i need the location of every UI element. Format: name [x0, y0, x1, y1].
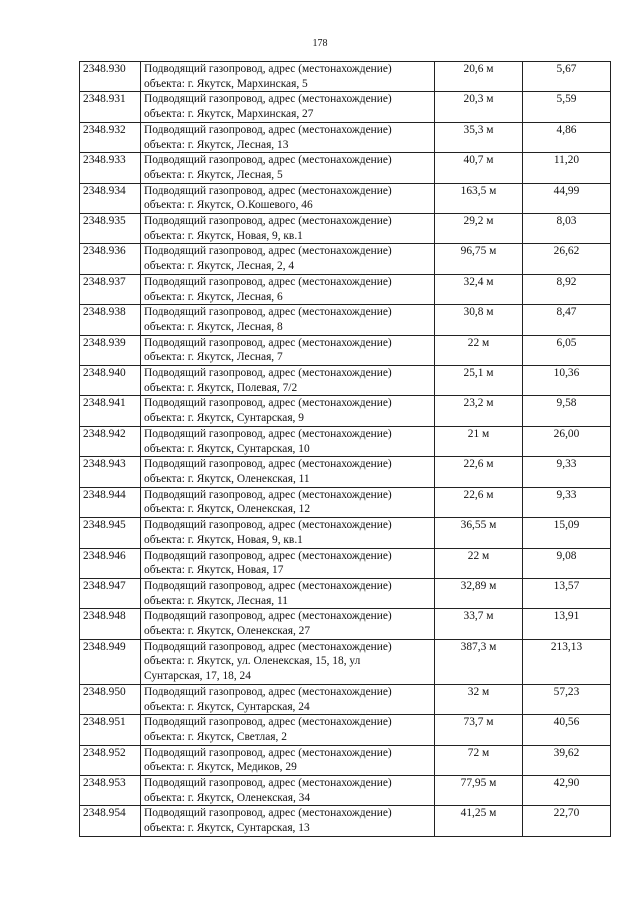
length-cell: 20,6 м [435, 62, 523, 92]
description-line: Подводящий газопровод, адрес (местонахождение) [144, 427, 392, 440]
length-cell: 22,6 м [435, 487, 523, 517]
length-cell: 35,3 м [435, 122, 523, 152]
value-cell: 9,58 [523, 396, 611, 426]
row-number-cell: 2348.942 [80, 426, 141, 456]
value-cell: 44,99 [523, 183, 611, 213]
row-number-cell: 2348.935 [80, 214, 141, 244]
length-cell: 163,5 м [435, 183, 523, 213]
table-row [80, 745, 611, 775]
value-cell: 8,92 [523, 274, 611, 304]
description-cell [141, 745, 435, 775]
description-line: Подводящий газопровод, адрес (местонахождение) [144, 610, 392, 623]
value-cell: 11,20 [523, 153, 611, 183]
table-row [80, 244, 611, 274]
description-line: объекта: г. Якутск, Лесная, 8 [144, 320, 283, 333]
description-line: Подводящий газопровод, адрес (местонахождение) [144, 154, 392, 167]
description-line: Подводящий газопровод, адрес (местонахождение) [144, 63, 392, 75]
description-line: объекта: г. Якутск, Оленекская, 27 [144, 625, 311, 638]
description-line: Подводящий газопровод, адрес (местонахождение) [144, 215, 392, 228]
row-number-cell: 2348.938 [80, 305, 141, 335]
row-number-cell: 2348.946 [80, 548, 141, 578]
length-cell: 73,7 м [435, 715, 523, 745]
description-line: объекта: г. Якутск, Оленекская, 11 [144, 472, 310, 485]
table-row [80, 684, 611, 714]
length-cell: 41,25 м [435, 806, 523, 836]
value-cell: 15,09 [523, 518, 611, 548]
registry-table [79, 61, 611, 837]
row-number-cell: 2348.933 [80, 153, 141, 183]
row-number-cell: 2348.936 [80, 244, 141, 274]
description-cell [141, 609, 435, 639]
description-cell [141, 457, 435, 487]
description-line: объекта: г. Якутск, ул. Оленекская, 15, 18, ул [144, 655, 361, 668]
row-number-cell: 2348.953 [80, 776, 141, 806]
description-line: объекта: г. Якутск, Лесная, 6 [144, 290, 283, 303]
length-cell: 96,75 м [435, 244, 523, 274]
length-cell: 21 м [435, 426, 523, 456]
table-row [80, 426, 611, 456]
description-cell [141, 335, 435, 365]
length-cell: 387,3 м [435, 639, 523, 684]
value-cell: 5,59 [523, 92, 611, 122]
table-row [80, 457, 611, 487]
description-line: объекта: г. Якутск, Лесная, 11 [144, 594, 288, 607]
description-cell [141, 487, 435, 517]
value-cell: 8,03 [523, 214, 611, 244]
value-cell: 8,47 [523, 305, 611, 335]
value-cell: 13,57 [523, 578, 611, 608]
length-cell: 36,55 м [435, 518, 523, 548]
description-line: объекта: г. Якутск, Мархинская, 27 [144, 108, 314, 121]
description-line: объекта: г. Якутск, Новая, 9, кв.1 [144, 229, 303, 242]
description-line: объекта: г. Якутск, Сунтарская, 13 [144, 822, 310, 835]
table-row [80, 274, 611, 304]
description-cell [141, 122, 435, 152]
row-number-cell: 2348.950 [80, 684, 141, 714]
description-line: Сунтарская, 17, 18, 24 [144, 670, 251, 683]
row-number-cell: 2348.954 [80, 806, 141, 836]
value-cell: 6,05 [523, 335, 611, 365]
description-cell [141, 396, 435, 426]
length-cell: 30,8 м [435, 305, 523, 335]
description-cell [141, 518, 435, 548]
description-line: объекта: г. Якутск, Лесная, 5 [144, 168, 283, 181]
description-cell [141, 214, 435, 244]
value-cell: 57,23 [523, 684, 611, 714]
description-line: объекта: г. Якутск, Сунтарская, 9 [144, 412, 304, 425]
value-cell: 39,62 [523, 745, 611, 775]
row-number-cell: 2348.931 [80, 92, 141, 122]
value-cell: 13,91 [523, 609, 611, 639]
table-row [80, 806, 611, 836]
description-line: Подводящий газопровод, адрес (местонахождение) [144, 367, 392, 380]
row-number-cell: 2348.949 [80, 639, 141, 684]
table-row [80, 153, 611, 183]
table-row [80, 396, 611, 426]
description-line: объекта: г. Якутск, Сунтарская, 24 [144, 700, 310, 713]
length-cell: 20,3 м [435, 92, 523, 122]
length-cell: 33,7 м [435, 609, 523, 639]
description-line: Подводящий газопровод, адрес (местонахождение) [144, 746, 392, 759]
description-cell [141, 684, 435, 714]
description-line: объекта: г. Якутск, Светлая, 2 [144, 730, 287, 743]
value-cell: 213,13 [523, 639, 611, 684]
value-cell: 4,86 [523, 122, 611, 152]
table-row [80, 609, 611, 639]
table-row [80, 62, 611, 92]
description-line: Подводящий газопровод, адрес (местонахождение) [144, 306, 392, 319]
description-line: Подводящий газопровод, адрес (местонахождение) [144, 275, 392, 288]
table-row [80, 715, 611, 745]
length-cell: 40,7 м [435, 153, 523, 183]
description-line: объекта: г. Якутск, О.Кошевого, 46 [144, 199, 313, 212]
table-row [80, 548, 611, 578]
description-line: объекта: г. Якутск, Полевая, 7/2 [144, 381, 298, 394]
length-cell: 22 м [435, 335, 523, 365]
table-row [80, 366, 611, 396]
table-row [80, 122, 611, 152]
description-line: объекта: г. Якутск, Мархинская, 5 [144, 77, 308, 90]
row-number-cell: 2348.930 [80, 62, 141, 92]
row-number-cell: 2348.951 [80, 715, 141, 745]
description-line: Подводящий газопровод, адрес (местонахождение) [144, 336, 392, 349]
row-number-cell: 2348.941 [80, 396, 141, 426]
row-number-cell: 2348.945 [80, 518, 141, 548]
description-line: объекта: г. Якутск, Оленекская, 12 [144, 503, 311, 516]
description-line: объекта: г. Якутск, Медиков, 29 [144, 761, 297, 774]
description-line: Подводящий газопровод, адрес (местонахождение) [144, 245, 392, 258]
description-cell [141, 305, 435, 335]
description-line: объекта: г. Якутск, Новая, 17 [144, 564, 284, 577]
length-cell: 77,95 м [435, 776, 523, 806]
description-line: Подводящий газопровод, адрес (местонахождение) [144, 488, 392, 501]
description-line: объекта: г. Якутск, Оленекская, 34 [144, 791, 311, 804]
description-cell [141, 639, 435, 684]
value-cell: 22,70 [523, 806, 611, 836]
row-number-cell: 2348.944 [80, 487, 141, 517]
row-number-cell: 2348.937 [80, 274, 141, 304]
description-cell [141, 426, 435, 456]
row-number-cell: 2348.948 [80, 609, 141, 639]
row-number-cell: 2348.932 [80, 122, 141, 152]
description-cell [141, 366, 435, 396]
length-cell: 22,6 м [435, 457, 523, 487]
description-line: Подводящий газопровод, адрес (местонахождение) [144, 519, 392, 532]
description-line: Подводящий газопровод, адрес (местонахождение) [144, 93, 392, 106]
description-line: Подводящий газопровод, адрес (местонахождение) [144, 184, 392, 197]
description-line: Подводящий газопровод, адрес (местонахождение) [144, 640, 392, 653]
description-line: Подводящий газопровод, адрес (местонахождение) [144, 549, 392, 562]
table-row [80, 183, 611, 213]
page-number: 178 [312, 38, 328, 49]
registry-table-body [80, 62, 611, 837]
description-line: объекта: г. Якутск, Лесная, 7 [144, 351, 283, 364]
description-cell [141, 548, 435, 578]
description-cell [141, 274, 435, 304]
length-cell: 32 м [435, 684, 523, 714]
description-cell [141, 578, 435, 608]
value-cell: 9,08 [523, 548, 611, 578]
description-line: объекта: г. Якутск, Сунтарская, 10 [144, 442, 310, 455]
row-number-cell: 2348.952 [80, 745, 141, 775]
description-line: Подводящий газопровод, адрес (местонахождение) [144, 123, 392, 136]
length-cell: 29,2 м [435, 214, 523, 244]
value-cell: 26,62 [523, 244, 611, 274]
length-cell: 32,89 м [435, 578, 523, 608]
description-cell [141, 62, 435, 92]
description-cell [141, 153, 435, 183]
table-row [80, 518, 611, 548]
row-number-cell: 2348.934 [80, 183, 141, 213]
table-row [80, 578, 611, 608]
description-cell [141, 92, 435, 122]
table-row [80, 305, 611, 335]
table-row [80, 776, 611, 806]
description-line: Подводящий газопровод, адрес (местонахождение) [144, 807, 392, 820]
value-cell: 5,67 [523, 62, 611, 92]
description-cell [141, 776, 435, 806]
value-cell: 10,36 [523, 366, 611, 396]
length-cell: 23,2 м [435, 396, 523, 426]
description-line: Подводящий газопровод, адрес (местонахождение) [144, 777, 392, 790]
table-row [80, 214, 611, 244]
table-row [80, 335, 611, 365]
table-row [80, 639, 611, 684]
description-cell [141, 806, 435, 836]
value-cell: 26,00 [523, 426, 611, 456]
length-cell: 32,4 м [435, 274, 523, 304]
description-line: Подводящий газопровод, адрес (местонахождение) [144, 685, 392, 698]
description-line: объекта: г. Якутск, Новая, 9, кв.1 [144, 533, 303, 546]
row-number-cell: 2348.940 [80, 366, 141, 396]
value-cell: 42,90 [523, 776, 611, 806]
description-cell [141, 183, 435, 213]
description-cell [141, 244, 435, 274]
description-line: Подводящий газопровод, адрес (местонахождение) [144, 458, 392, 471]
table-row [80, 487, 611, 517]
description-line: Подводящий газопровод, адрес (местонахождение) [144, 716, 392, 729]
length-cell: 25,1 м [435, 366, 523, 396]
value-cell: 9,33 [523, 457, 611, 487]
length-cell: 22 м [435, 548, 523, 578]
row-number-cell: 2348.947 [80, 578, 141, 608]
description-line: Подводящий газопровод, адрес (местонахождение) [144, 579, 392, 592]
value-cell: 40,56 [523, 715, 611, 745]
length-cell: 72 м [435, 745, 523, 775]
description-line: Подводящий газопровод, адрес (местонахождение) [144, 397, 392, 410]
description-line: объекта: г. Якутск, Лесная, 2, 4 [144, 260, 295, 273]
row-number-cell: 2348.939 [80, 335, 141, 365]
value-cell: 9,33 [523, 487, 611, 517]
description-line: объекта: г. Якутск, Лесная, 13 [144, 138, 289, 151]
table-row [80, 92, 611, 122]
description-cell [141, 715, 435, 745]
row-number-cell: 2348.943 [80, 457, 141, 487]
